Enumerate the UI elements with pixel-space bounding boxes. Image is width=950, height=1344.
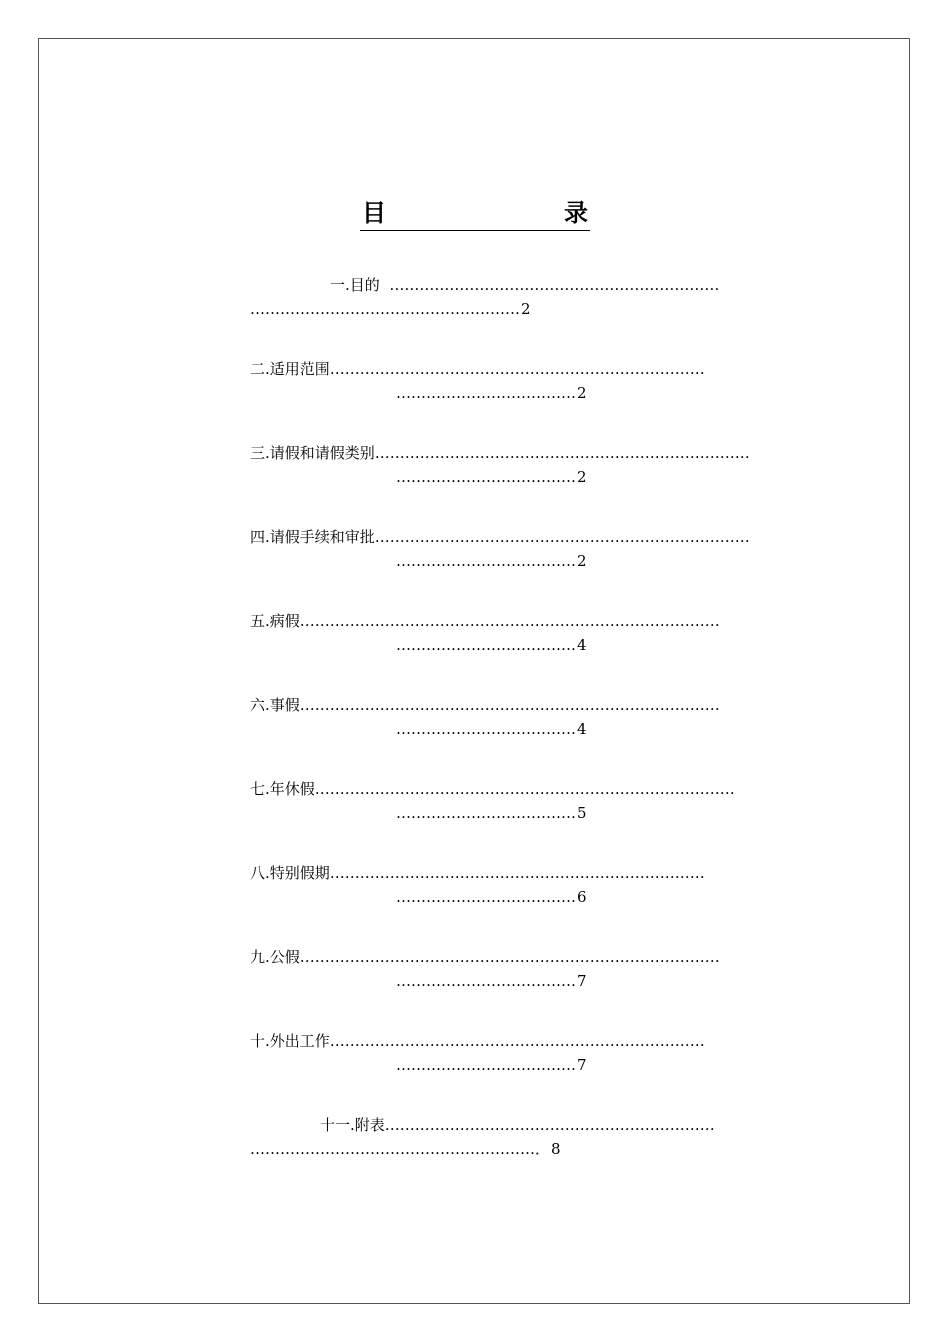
toc-page-number: 2 <box>577 468 587 486</box>
toc-entry-label: 一.目的 <box>330 276 380 294</box>
toc-page-number: 2 <box>577 384 587 402</box>
toc-leader: ……………………………… <box>396 1056 576 1074</box>
toc-entry-label: 三.请假和请假类别 <box>250 444 375 462</box>
toc-entry[interactable] <box>250 525 750 573</box>
toc-leader: ……………………………………………… <box>250 300 520 318</box>
toc-entry[interactable] <box>250 609 720 657</box>
toc-entry[interactable] <box>250 273 720 321</box>
toc-entry[interactable] <box>250 357 705 405</box>
toc-leader: ……………………………… <box>396 636 576 654</box>
toc-entry-label: 九.公假 <box>250 948 300 966</box>
toc-entry[interactable] <box>250 861 705 909</box>
toc-leader: ……………………………… <box>396 384 576 402</box>
toc-entry-label: 七.年休假 <box>250 780 315 798</box>
toc-leader: ………………………………………………………… <box>384 276 720 294</box>
toc-page-number: 7 <box>577 972 587 990</box>
toc-page-number: 8 <box>551 1140 561 1158</box>
toc-entry[interactable] <box>250 693 720 741</box>
toc-leader: ………………………………………………………………………… <box>314 780 735 798</box>
toc-entry-label: 十一.附表 <box>320 1116 385 1134</box>
toc-entry-label: 四.请假手续和审批 <box>250 528 375 546</box>
toc-page-number: 2 <box>521 300 531 318</box>
toc-entry[interactable] <box>250 1113 715 1161</box>
toc-page-number: 4 <box>577 720 587 738</box>
toc-entry[interactable] <box>250 441 750 489</box>
title-char-2: 录 <box>564 199 588 227</box>
toc-leader: ………………………………………………………………… <box>329 1032 705 1050</box>
toc-leader: ……………………………… <box>396 468 576 486</box>
toc-leader: ………………………………………………………………………… <box>299 696 720 714</box>
toc-leader: ………………………………………………………………………… <box>299 948 720 966</box>
toc-leader: ………………………………………………………………… <box>374 444 750 462</box>
toc-page-number: 6 <box>577 888 587 906</box>
page-title <box>360 196 590 231</box>
toc-page-number: 5 <box>577 804 587 822</box>
toc-leader: ……………………………… <box>396 972 576 990</box>
toc-page-number: 7 <box>577 1056 587 1074</box>
toc-entry-label: 二.适用范围 <box>250 360 330 378</box>
toc-leader: ……………………………… <box>396 552 576 570</box>
title-char-1: 目 <box>362 199 386 227</box>
toc-leader: ………………………………………………………………… <box>374 528 750 546</box>
toc-entry[interactable] <box>250 1029 705 1077</box>
toc-leader: ……………………………… <box>396 888 576 906</box>
toc-entry-label: 六.事假 <box>250 696 300 714</box>
toc-entry[interactable] <box>250 945 720 993</box>
toc-leader: ………………………………………………………………… <box>329 360 705 378</box>
toc-entry-label: 八.特别假期 <box>250 864 330 882</box>
toc-page-number: 4 <box>577 636 587 654</box>
toc-leader: ………………………………………………………………… <box>329 864 705 882</box>
toc-leader: ………………………………………………………… <box>384 1116 715 1134</box>
toc-leader: …………………………………………………． <box>250 1140 551 1158</box>
toc-entry-label: 五.病假 <box>250 612 300 630</box>
toc-entry-label: 十.外出工作 <box>250 1032 330 1050</box>
toc-leader: ……………………………… <box>396 720 576 738</box>
toc-leader: ……………………………… <box>396 804 576 822</box>
toc-page-number: 2 <box>577 552 587 570</box>
toc-entry[interactable] <box>250 777 735 825</box>
toc-leader: ………………………………………………………………………… <box>299 612 720 630</box>
